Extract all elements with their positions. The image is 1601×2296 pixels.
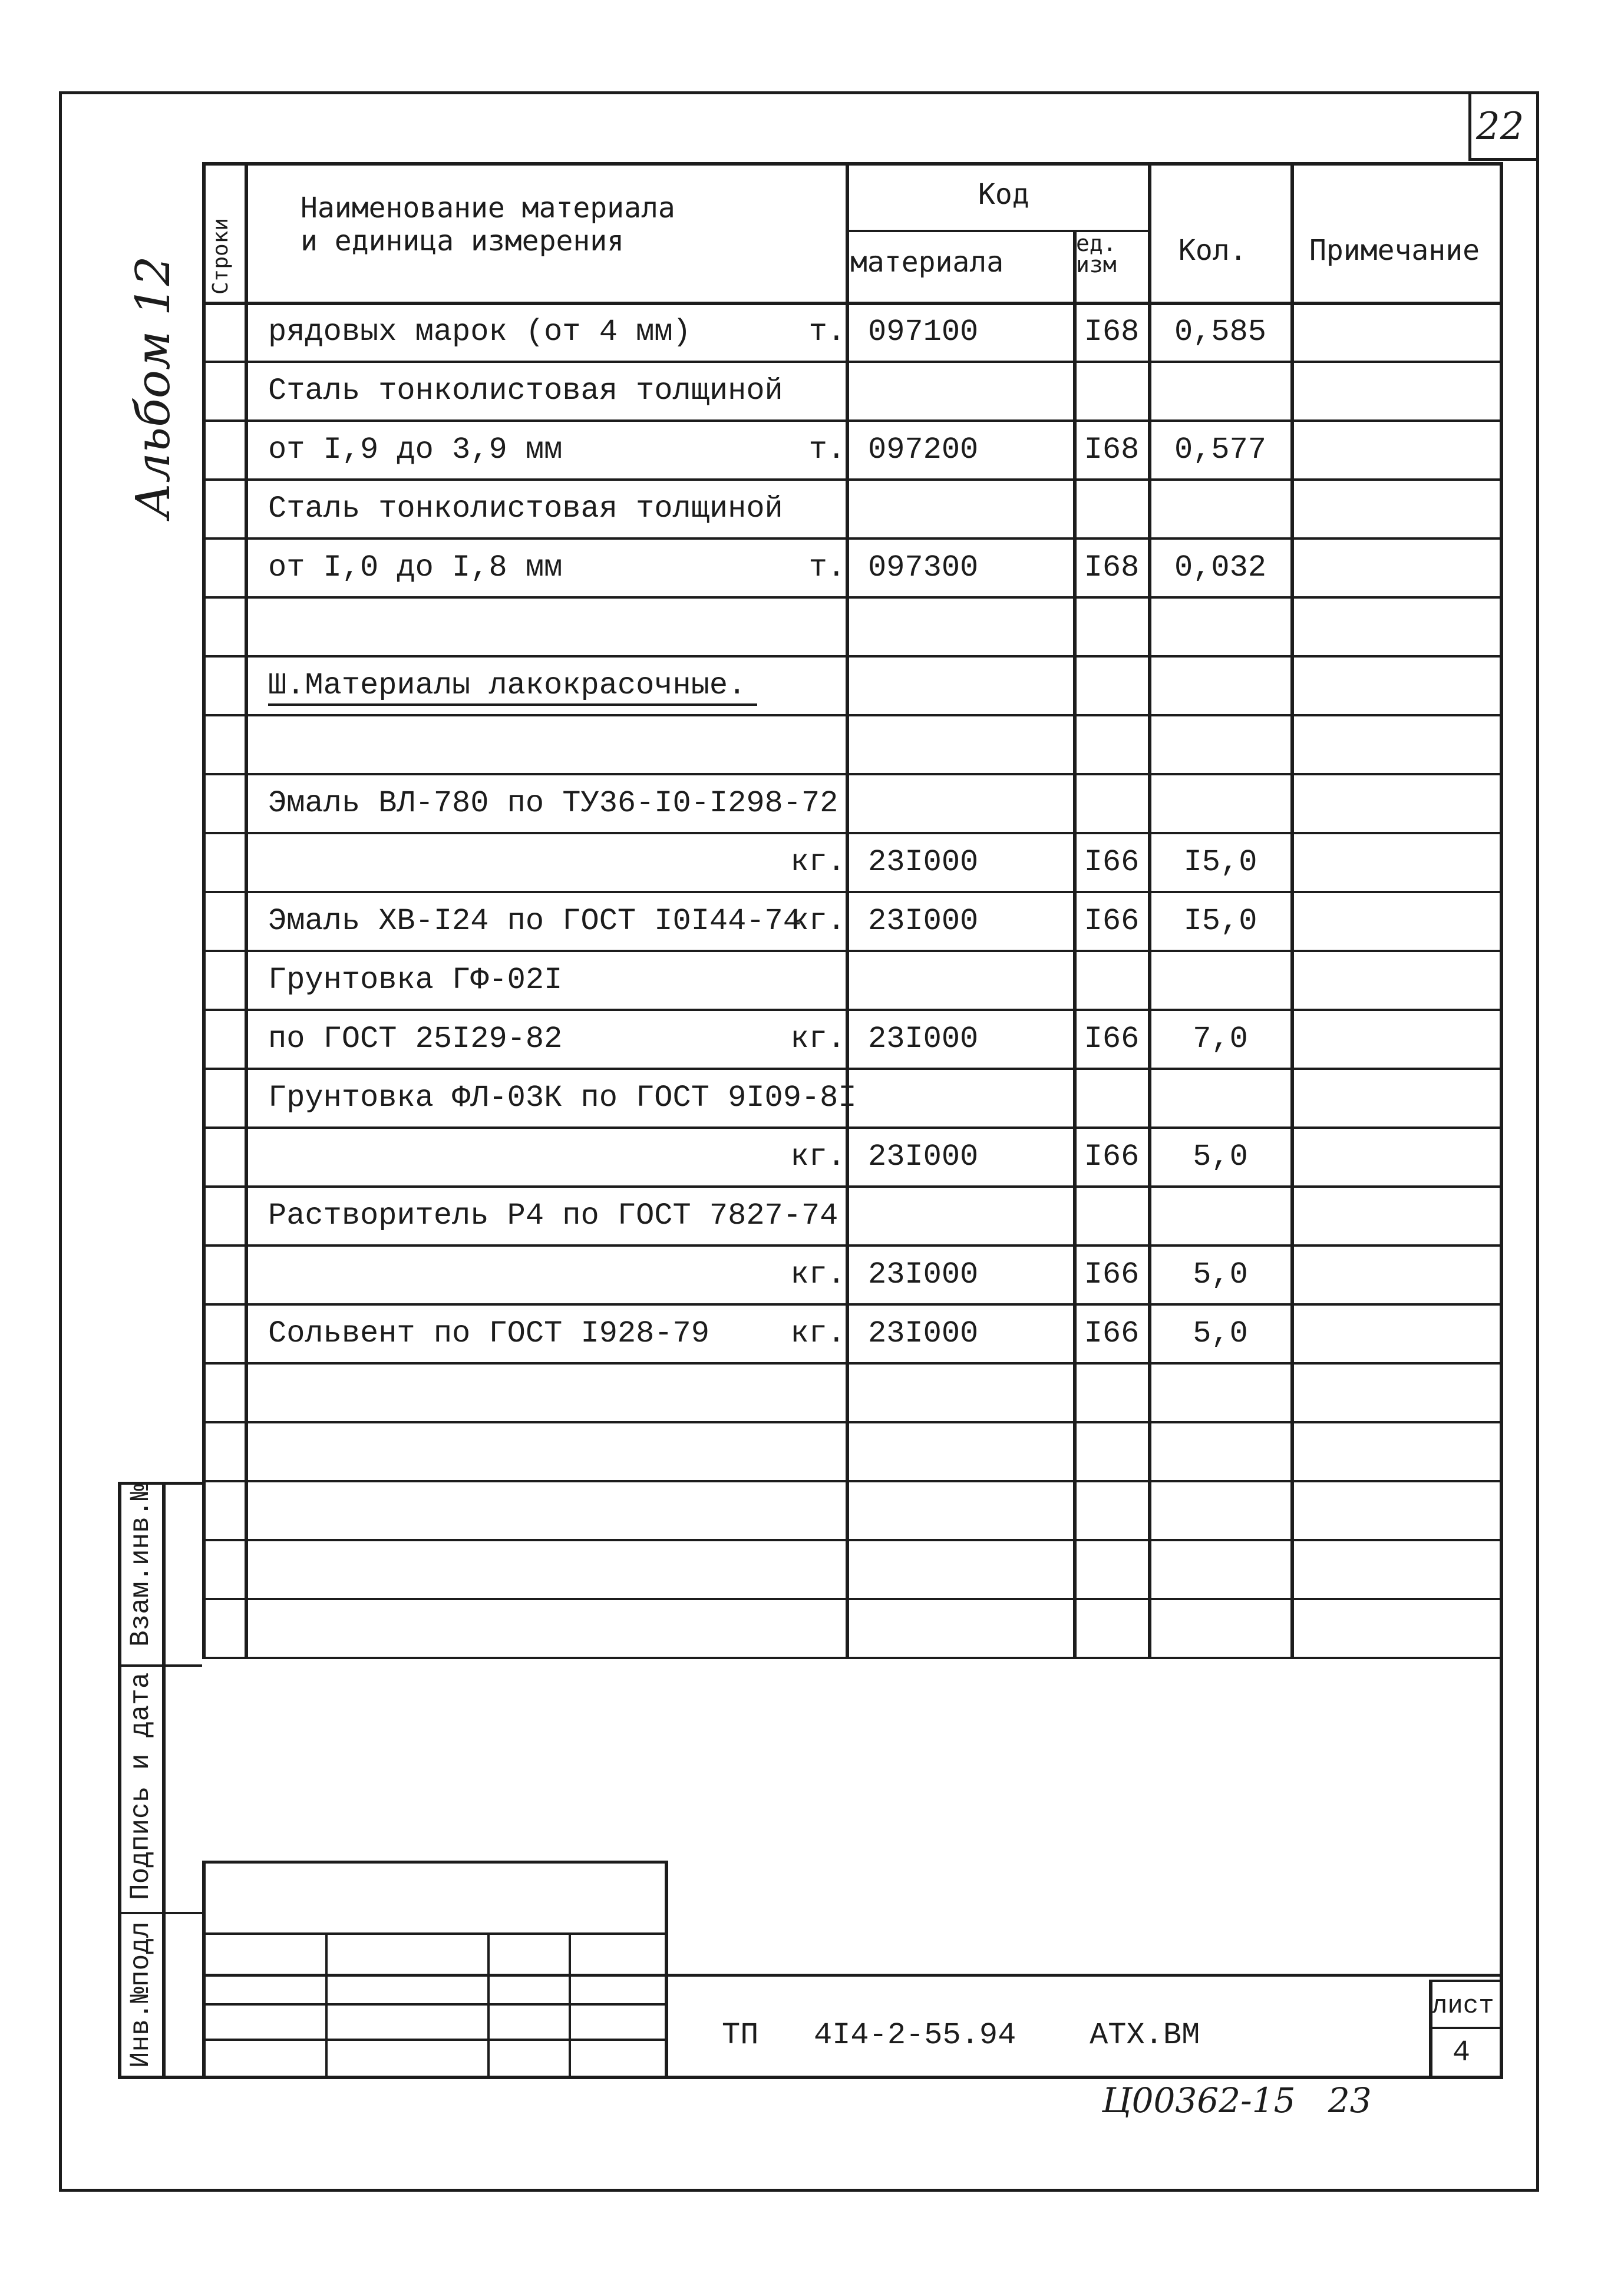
row-divider bbox=[202, 891, 1503, 893]
row-quantity: 0,577 bbox=[1174, 432, 1267, 467]
row-material-name: от I,9 до 3,9 мм bbox=[268, 432, 563, 467]
row-unit-label: т. bbox=[808, 432, 846, 467]
row-divider bbox=[202, 596, 1503, 599]
row-divider bbox=[202, 1185, 1503, 1188]
row-divider bbox=[202, 1421, 1503, 1423]
row-material-name: Сольвент по ГОСТ I928-79 bbox=[268, 1316, 709, 1351]
title-block-col3 bbox=[569, 1932, 571, 2076]
row-material-name: Сталь тонколистовая толщиной bbox=[268, 491, 783, 526]
row-divider bbox=[202, 1244, 1503, 1247]
row-divider bbox=[202, 1126, 1503, 1129]
row-divider bbox=[202, 655, 1503, 658]
sheet-box-divider bbox=[1429, 2027, 1503, 2029]
row-unit-label: кг. bbox=[790, 1257, 846, 1292]
row-material-name: рядовых марок (от 4 мм) bbox=[268, 315, 691, 349]
row-material-name: Ш.Материалы лакокрасочные. bbox=[268, 668, 747, 703]
row-divider bbox=[202, 714, 1503, 716]
row-quantity: 0,032 bbox=[1174, 550, 1267, 585]
row-unit-code: I66 bbox=[1084, 845, 1140, 880]
row-material-name: по ГОСТ 25I29-82 bbox=[268, 1022, 563, 1056]
title-block-mid bbox=[665, 1861, 668, 2076]
title-block-row1 bbox=[202, 1932, 666, 1935]
row-unit-label: кг. bbox=[790, 1022, 846, 1056]
header-code-material: материала bbox=[850, 246, 1004, 279]
sheet-label: лист bbox=[1432, 1991, 1494, 2021]
designation: ТП 4I4-2-55.94 АТХ.ВМ bbox=[722, 2018, 1200, 2053]
row-material-name: Эмаль ВЛ-780 по ТУ36-I0-I298-72 bbox=[268, 786, 839, 821]
table-top-border bbox=[202, 162, 1503, 166]
row-divider bbox=[202, 478, 1503, 481]
header-qty: Кол. bbox=[1179, 234, 1247, 267]
title-block-left bbox=[202, 1861, 206, 2076]
table-right-border bbox=[1500, 162, 1503, 2076]
table-col-name-left bbox=[245, 162, 248, 1659]
row-unit-code: I66 bbox=[1084, 1022, 1140, 1056]
row-unit-code: I68 bbox=[1084, 315, 1140, 349]
row-material-name: Грунтовка ГФ-02I bbox=[268, 963, 563, 997]
row-quantity: 5,0 bbox=[1193, 1139, 1248, 1174]
header-name: Наименование материала и единица измерения bbox=[301, 191, 675, 257]
row-material-name: от I,0 до I,8 мм bbox=[268, 550, 563, 585]
album-label: Альбом 12 bbox=[126, 256, 180, 518]
row-quantity: I5,0 bbox=[1183, 845, 1257, 880]
title-block-col2 bbox=[487, 1932, 490, 2076]
sheet-number: 4 bbox=[1453, 2036, 1471, 2070]
sheet-box-top bbox=[1429, 1980, 1503, 1982]
stamp-strip-bottom bbox=[118, 2076, 1503, 2079]
row-divider bbox=[202, 1598, 1503, 1600]
page-number: 22 bbox=[1476, 105, 1524, 148]
row-material-name: Грунтовка ФЛ-03К по ГОСТ 9I09-8I bbox=[268, 1081, 857, 1115]
row-unit-label: т. bbox=[808, 550, 846, 585]
row-unit-code: I66 bbox=[1084, 904, 1140, 939]
table-col-code-left bbox=[846, 162, 849, 1659]
stamp-divider-1 bbox=[118, 1664, 202, 1667]
stamp-divider-2 bbox=[118, 1912, 202, 1914]
row-unit-label: кг. bbox=[790, 845, 846, 880]
row-unit-label: кг. bbox=[790, 1139, 846, 1174]
row-divider bbox=[202, 773, 1503, 775]
side-label-sign: Подпись и дата bbox=[126, 1672, 156, 1900]
row-material-name: Эмаль ХВ-I24 по ГОСТ I0I44-74 bbox=[268, 904, 801, 939]
row-divider bbox=[202, 419, 1503, 422]
row-material-code: 23I000 bbox=[868, 904, 979, 939]
header-code-unit: ед. изм bbox=[1076, 230, 1117, 277]
table-left-border bbox=[202, 162, 206, 1659]
title-block-row2 bbox=[202, 1974, 1503, 1977]
row-unit-code: I68 bbox=[1084, 432, 1140, 467]
title-block-col1 bbox=[325, 1932, 328, 2076]
row-divider bbox=[202, 537, 1503, 540]
side-label-vzam: Взам.инв.№ bbox=[126, 1484, 156, 1647]
stamp-strip-mid bbox=[162, 1482, 166, 2076]
row-quantity: 7,0 bbox=[1193, 1022, 1248, 1056]
header-note: Примечание bbox=[1309, 234, 1480, 267]
row-unit-label: кг. bbox=[790, 904, 846, 939]
row-divider bbox=[202, 1480, 1503, 1482]
header-rows-label: Строки bbox=[209, 217, 233, 295]
row-unit-code: I66 bbox=[1084, 1139, 1140, 1174]
row-unit-code: I68 bbox=[1084, 550, 1140, 585]
row-divider bbox=[202, 1068, 1503, 1070]
row-quantity: 5,0 bbox=[1193, 1257, 1248, 1292]
row-divider bbox=[202, 1539, 1503, 1541]
footer-handwritten: Ц00362-15 23 bbox=[1102, 2080, 1372, 2120]
row-unit-code: I66 bbox=[1084, 1316, 1140, 1351]
row-divider bbox=[202, 1009, 1503, 1011]
row-unit-code: I66 bbox=[1084, 1257, 1140, 1292]
title-block-row4 bbox=[202, 2039, 666, 2041]
row-material-code: 23I000 bbox=[868, 1139, 979, 1174]
row-divider bbox=[202, 302, 1503, 304]
row-quantity: I5,0 bbox=[1183, 904, 1257, 939]
row-quantity: 0,585 bbox=[1174, 315, 1267, 349]
row-divider bbox=[202, 1303, 1503, 1306]
row-material-name: Растворитель Р4 по ГОСТ 7827-74 bbox=[268, 1198, 839, 1233]
row-material-code: 097200 bbox=[868, 432, 979, 467]
table-col-note-left bbox=[1290, 162, 1294, 1659]
row-material-name: Сталь тонколистовая толщиной bbox=[268, 374, 783, 408]
section-heading-underline bbox=[268, 703, 757, 706]
title-block-row3 bbox=[202, 2003, 666, 2006]
row-material-code: 23I000 bbox=[868, 1022, 979, 1056]
row-material-code: 097300 bbox=[868, 550, 979, 585]
row-material-code: 23I000 bbox=[868, 845, 979, 880]
side-label-inv: Инв.№подл bbox=[126, 1921, 156, 2068]
stamp-strip-left bbox=[118, 1482, 121, 2076]
row-divider bbox=[202, 950, 1503, 952]
row-divider bbox=[202, 832, 1503, 834]
title-block-top bbox=[202, 1861, 666, 1864]
row-unit-label: кг. bbox=[790, 1316, 846, 1351]
row-divider bbox=[202, 361, 1503, 363]
row-unit-label: т. bbox=[808, 315, 846, 349]
row-quantity: 5,0 bbox=[1193, 1316, 1248, 1351]
row-material-code: 23I000 bbox=[868, 1257, 979, 1292]
row-divider bbox=[202, 1362, 1503, 1365]
row-material-code: 23I000 bbox=[868, 1316, 979, 1351]
header-code: Код bbox=[978, 178, 1029, 211]
row-material-code: 097100 bbox=[868, 315, 979, 349]
row-divider bbox=[202, 1657, 1503, 1659]
